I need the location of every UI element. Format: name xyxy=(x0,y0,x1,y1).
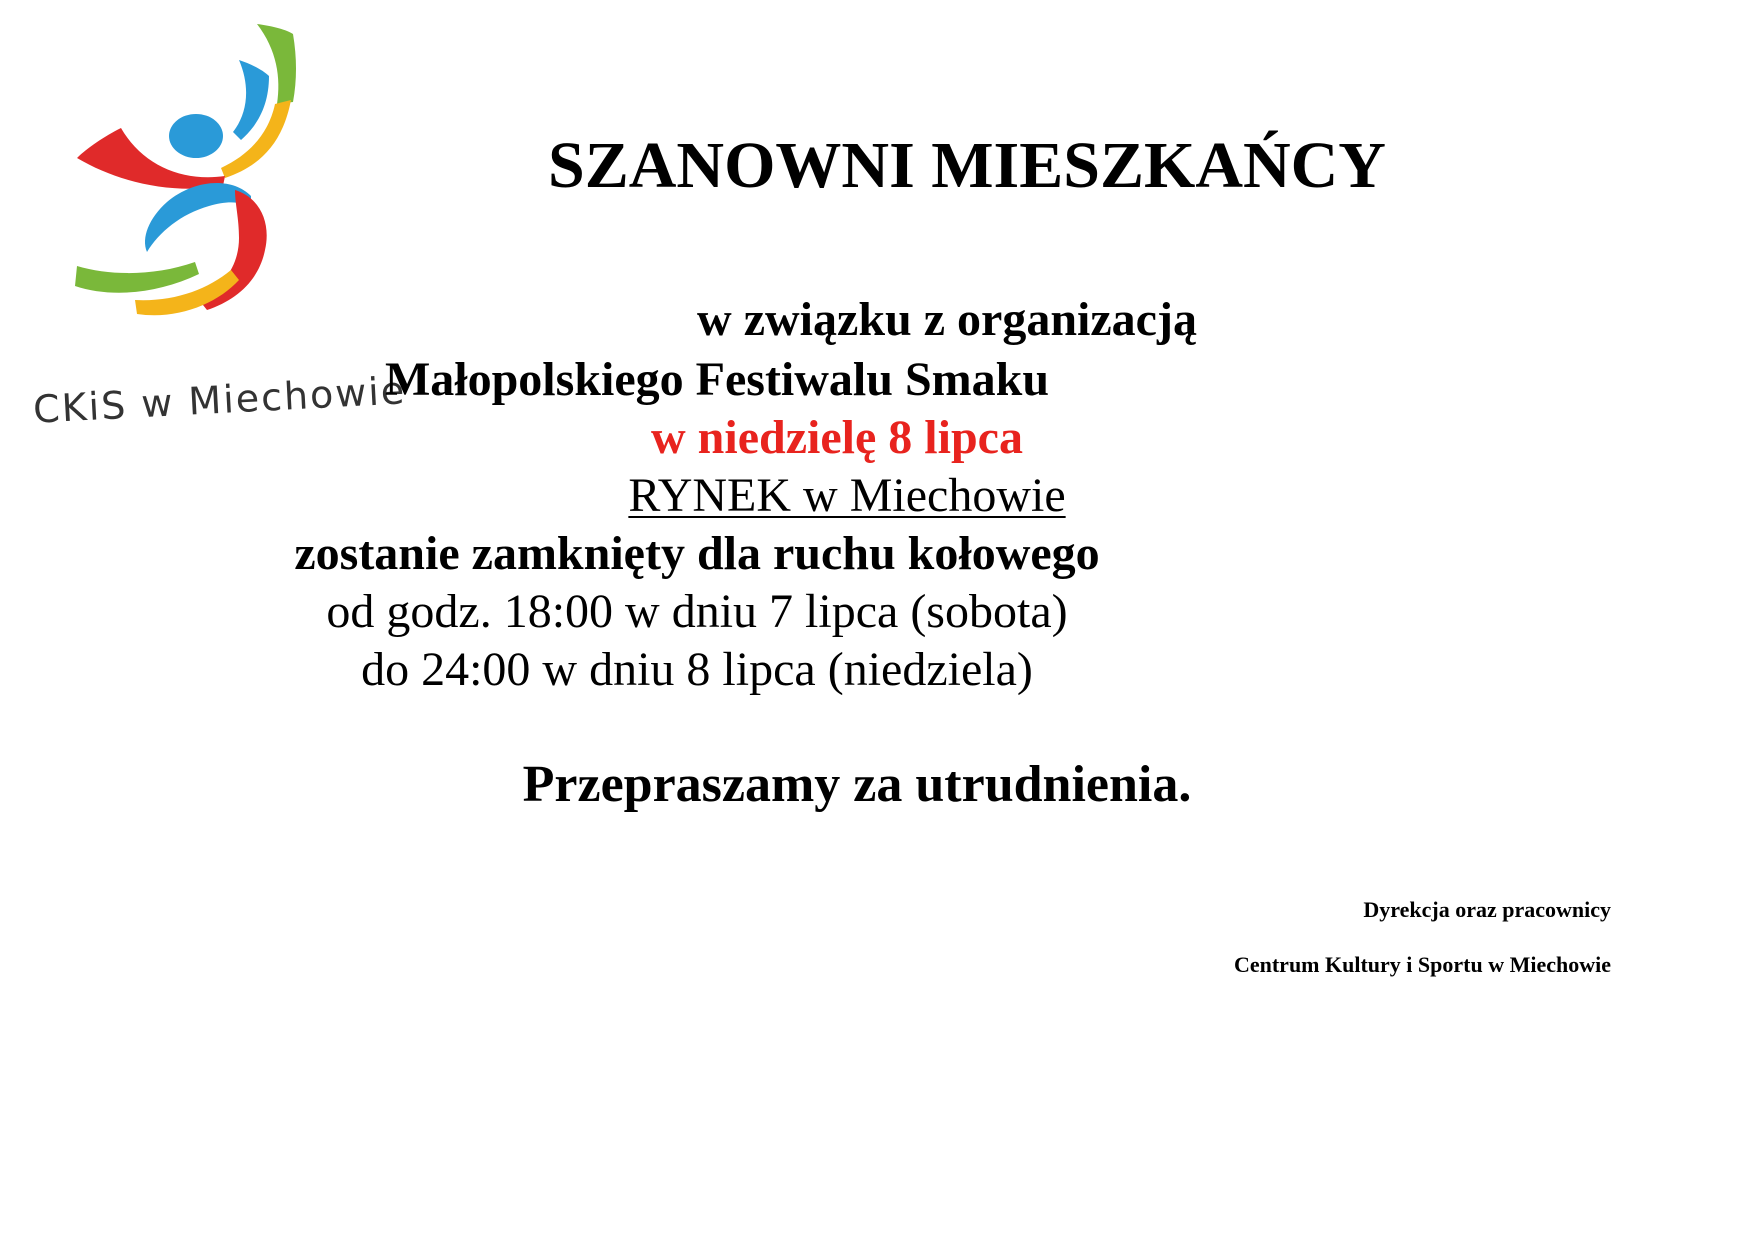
closure-start-line: od godz. 18:00 w dniu 7 lipca (sobota) xyxy=(326,585,1068,638)
closure-end-line: do 24:00 w dniu 8 lipca (niedziela) xyxy=(361,643,1033,696)
signature-line-1: Dyrekcja oraz pracownicy xyxy=(1363,897,1611,922)
signature-line-2: Centrum Kultury i Sportu w Miechowie xyxy=(1233,952,1611,977)
page-title: SZANOWNI MIESZKAŃCY xyxy=(548,129,1386,202)
event-date-highlight: w niedzielę 8 lipca xyxy=(651,411,1023,464)
logo-text: CKiS w Miechowie xyxy=(32,368,408,432)
body-line-2: Małopolskiego Festiwalu Smaku xyxy=(384,353,1050,406)
body-line-1: w związku z organizacją xyxy=(697,293,1197,346)
body-line-5: zostanie zamknięty dla ruchu kołowego xyxy=(294,527,1100,580)
location-line: RYNEK w Miechowie xyxy=(628,469,1066,522)
apology-line: Przepraszamy za utrudnienia. xyxy=(522,756,1192,813)
